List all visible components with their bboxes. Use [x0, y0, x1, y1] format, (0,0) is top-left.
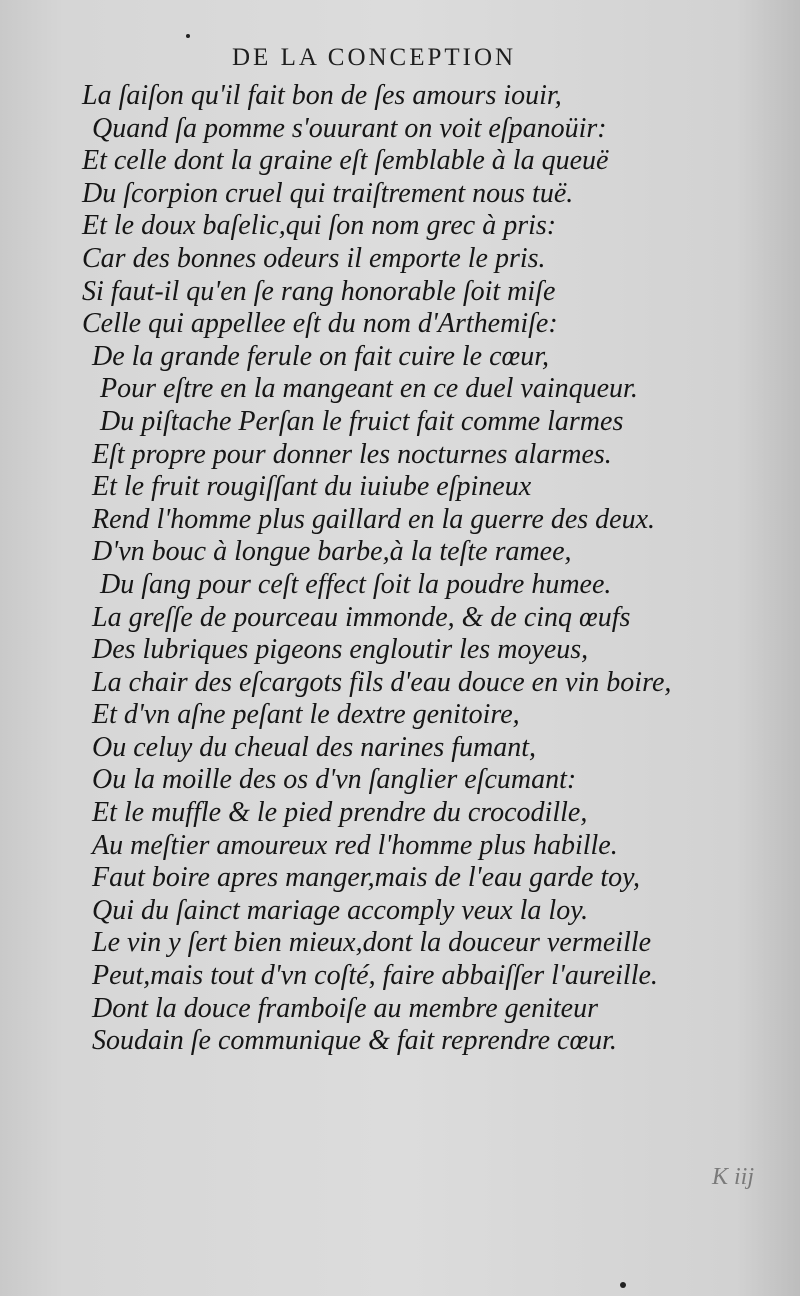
- verse-line: Et d'vn aſne peſant le dextre genitoire,: [92, 699, 520, 731]
- verse-line: Et le muffle & le pied prendre du crocodille,: [92, 797, 588, 829]
- verse-line: Du ſang pour ceſt effect ſoit la poudre humee.: [100, 568, 612, 600]
- verse-line: De la grande ferule on fait cuire le cœur,: [92, 340, 549, 372]
- verse-line: Car des bonnes odeurs il emporte le pris.: [82, 242, 546, 274]
- verse-line: Rend l'homme plus gaillard en la guerre des deux.: [92, 503, 656, 535]
- verse-line: Du ſcorpion cruel qui traiſtrement nous tuë.: [82, 177, 574, 209]
- verse-line: Et le fruit rougiſſant du iuiube eſpineux: [92, 471, 532, 503]
- verse-line: Pour eſtre en la mangeant en ce duel vainqueur.: [100, 373, 638, 405]
- verse-line: Le vin y ſert bien mieux,dont la douceur vermeille: [92, 927, 652, 959]
- verse-line: Faut boire apres manger,mais de l'eau garde toy,: [92, 862, 641, 894]
- verse-line: Celle qui appellee eſt du nom d'Arthemiſe:: [82, 308, 558, 340]
- signature-mark: K iij: [712, 1164, 755, 1190]
- verse-line: Du piſtache Perſan le fruict fait comme larmes: [100, 405, 624, 437]
- ink-dot: [620, 1282, 626, 1288]
- verse-line: Au meſtier amoureux red l'homme plus habille.: [92, 829, 618, 861]
- verse-block: [82, 80, 682, 1058]
- verse-line: Qui du ſainct mariage accomply veux la loy.: [92, 894, 589, 926]
- verse-line: Ou la moille des os d'vn ſanglier eſcumant:: [92, 764, 577, 796]
- running-head: DE LA CONCEPTION: [232, 44, 517, 71]
- ink-dot: [186, 34, 190, 38]
- verse-line: Quand ſa pomme s'ouurant on voit eſpanoüir:: [92, 112, 607, 144]
- verse-line: Peut,mais tout d'vn coſté, faire abbaiſſer l'aureille.: [92, 960, 658, 992]
- verse-line: Si faut-il qu'en ſe rang honorable ſoit miſe: [82, 275, 556, 307]
- verse-line: D'vn bouc à longue barbe,à la teſte ramee,: [92, 536, 572, 568]
- verse-line: Et celle dont la graine eſt ſemblable à la queuë: [82, 145, 609, 177]
- verse-line: La greſſe de pourceau immonde, & de cinq œufs: [92, 601, 631, 633]
- verse-line: Ou celuy du cheual des narines fumant,: [92, 731, 537, 763]
- verse-line: Soudain ſe communique & fait reprendre cœur.: [92, 1025, 617, 1057]
- verse-line: Dont la douce framboiſe au membre geniteur: [92, 992, 598, 1024]
- verse-line: Et le doux baſelic,qui ſon nom grec à pris:: [82, 210, 557, 242]
- verse-line: Eſt propre pour donner les nocturnes alarmes.: [92, 438, 612, 470]
- verse-line: La chair des eſcargots fils d'eau douce en vin boire,: [92, 666, 672, 698]
- verse-line: La ſaiſon qu'il fait bon de ſes amours iouir,: [82, 80, 562, 111]
- verse-line: Des lubriques pigeons engloutir les moyeus,: [92, 634, 589, 666]
